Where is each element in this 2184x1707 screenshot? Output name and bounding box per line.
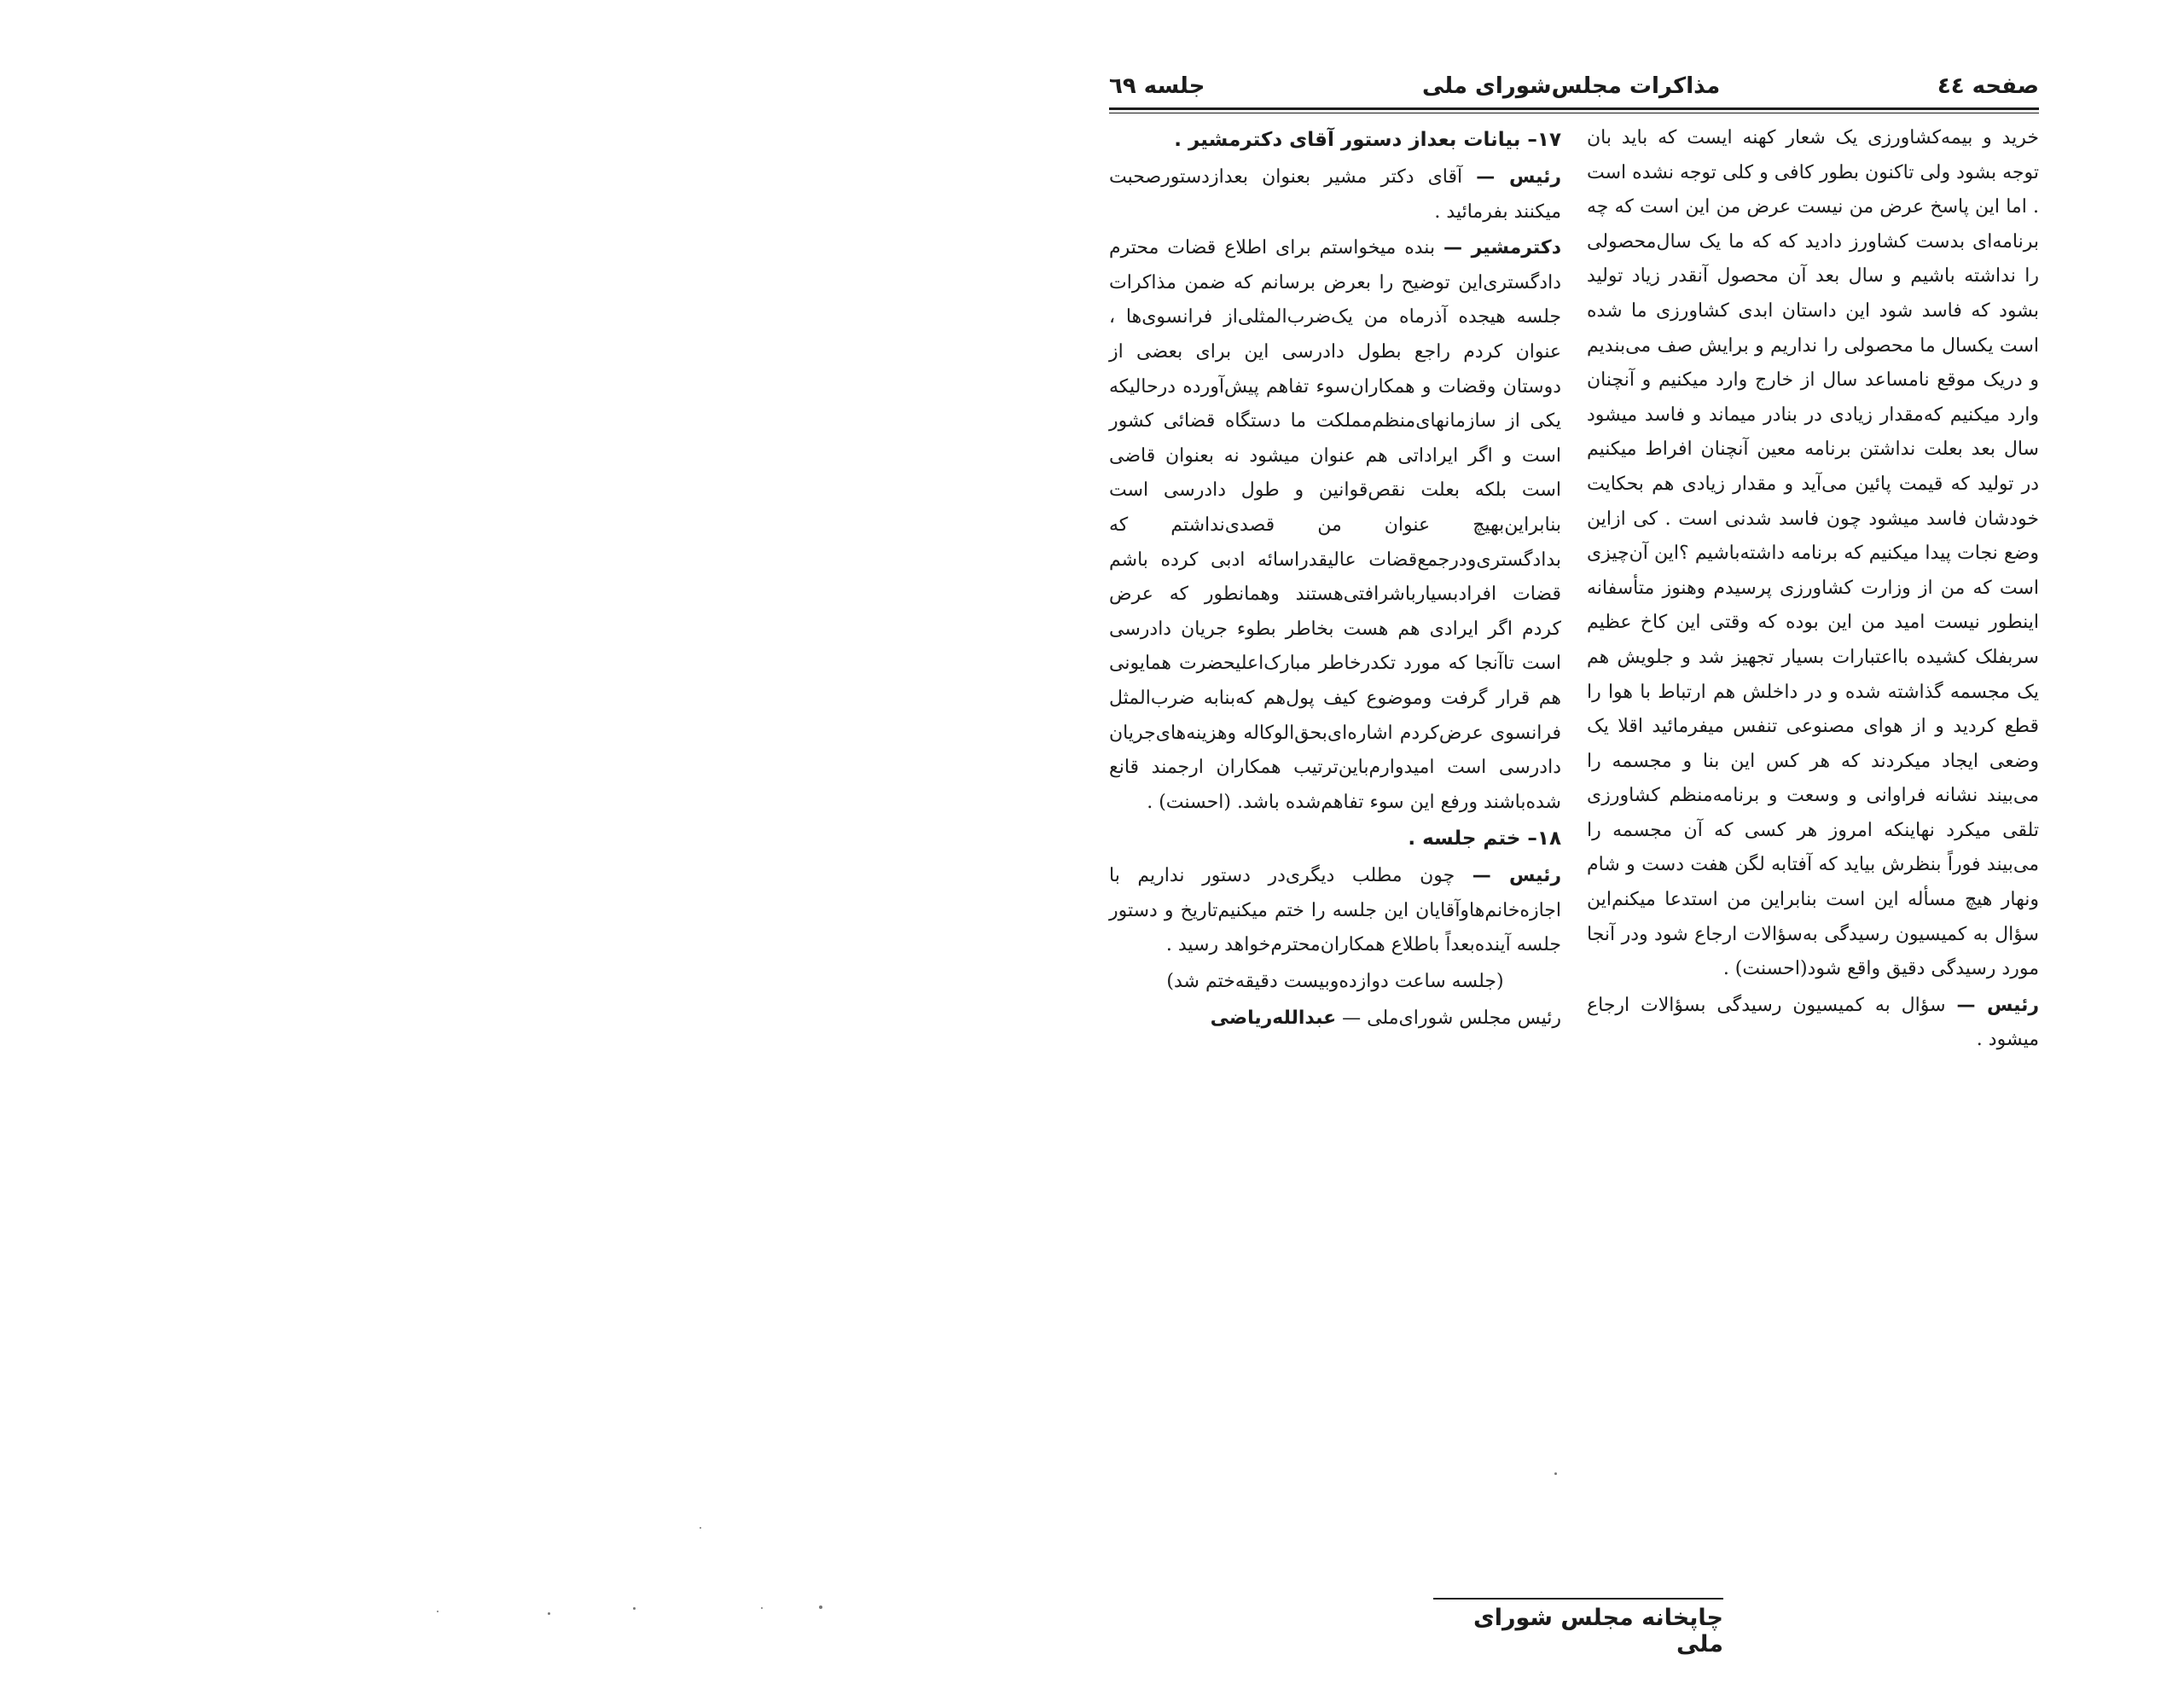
signature-line [1109,1002,1561,1036]
body-paragraph [1109,231,1561,820]
scan-speck [1554,1472,1557,1475]
document-page [1109,70,2039,1205]
speaker-label: رئیس — [1476,166,1561,188]
scan-speck [700,1527,701,1529]
publication-title: مذاکرات مجلس‌شورای ملی [1421,73,1721,99]
scan-speck [437,1611,439,1612]
scan-speck [761,1607,763,1609]
signature-title: رئیس مجلس شورای‌ملی — [1342,1007,1561,1029]
section-heading: ۱۸– ختم جلسه . [1408,827,1561,851]
left-column [1109,121,1561,1037]
speech-text: سؤال به کمیسیون رسیدگی بسؤالات ارجاع میشود . [1587,994,2039,1051]
printer-imprint: چاپخانه مجلس شورای ملی [1433,1598,1723,1658]
speech-text: چون مطلب دیگری‌در دستور نداریم با اجازه‌خانم‌هاوآقایان این جلسه را ختم میکنیم‌تاریخ و دستور جلسه آینده‌بعداً باطلاع همکاران‌محترم‌خواهد رسید . [1109,865,1561,956]
page-header [1109,70,2039,102]
speech-text: آقای دکتر مشیر بعنوان بعدازدستورصحبت میکنند بفرمائید . [1109,166,1561,223]
section-heading: ۱۷– بیانات بعداز دستور آقای دکترمشیر . [1174,129,1561,151]
header-rule [1109,107,2039,110]
scan-speck [633,1607,636,1610]
speaker-label: رئیس — [1956,994,2039,1016]
body-paragraph [1109,160,1561,229]
closing-note: (جلسه ساعت دوازده‌وبیست دقیقه‌ختم شد) [1166,971,1504,993]
signature-name: عبدالله‌ریاضی [1210,1007,1337,1029]
body-paragraph: خرید و بیمه‌کشاورزی یک شعار کهنه ایست که باید بان توجه بشود ولی تاکنون بطور کافی و کلی توجه نشده است . اما این پاسخ عرض من نیست عرض من این است که چه برنامه‌ای بدست کشاورز دادید که که ما یک سال‌محصولی را نداشته باشیم و سال بعد آن محصول آنقدر زیاد تولید بشود که فاسد شود این داستان ابدی کشاورزی ما شده است یکسال ما محصولی را نداریم و برایش صف می‌بندیم و دریک موقع نامساعد سال از خارج وارد میکنیم و آنچنان وارد میکنیم که‌مقدار زیادی در بنادر میماند و فاسد میشود سال بعد بعلت نداشتن برنامه معین آنچنان افراط میکنیم در تولید که قیمت پائین می‌آید و مقدار زیادی هم بحکایت خودشان فاسد میشود چون فاسد شدنی است . کی ازاین وضع نجات پیدا میکنیم که برنامه داشته‌باشیم ؟این آن‌چیزی است که من از وزارت کشاورزی پرسیدم وهنوز متأسفانه اینطور نیست امید من این بوده که وقتی این کاخ عظیم سربفلک کشیده بااعتبارات بسیار تجهیز شد و جلویش هم یک مجسمه گذاشته شده و در داخلش هم ارتباط با هوا را قطع کردید و از هوای مصنوعی تنفس میفرمائید اقلا یک وضعی ایجاد میکردند که هر کس این بنا و مجسمه را می‌بیند نشانه فراوانی و وسعت و برنامه‌منظم کشاورزی تلقی میکرد نهاینکه امروز هر کسی که آن مجسمه را می‌بیند فوراً بنظرش بیاید که آفتابه لگن هفت دست و شام ونهار هیچ مسأله این است بنابراین من استدعا میکنم‌این سؤال به کمیسیون رسیدگی به‌سؤالات ارجاع شود ودر آنجا مورد رسیدگی دقیق واقع شود(احسنت) . [1587,127,2039,980]
session-number: جلسه ٦٩ [1109,73,1205,99]
right-column [1587,121,2039,1060]
page-number: صفحه ٤٤ [1937,73,2039,99]
scan-speck [819,1605,822,1609]
speaker-label: دکترمشیر — [1443,237,1562,259]
speaker-label: رئیس — [1472,865,1561,887]
speech-text: بنده میخواستم برای اطلاع قضات محترم دادگستری‌این توضیح را بعرض برسانم که ضمن مذاکرات جلسه هیجده آذرماه من یک‌ضرب‌المثلی‌از فرانسوی‌ها ، عنوان کردم راجع بطول دادرسی این برای بعضی از دوستان وقضات و همکاران‌سوء تفاهم پیش‌آورده درحالیکه یکی از سازمانهای‌منظم‌مملکت ما دستگاه قضائی کشور است و اگر ایراداتی هم عنوان میشود نه بعنوان قاضی است بلکه بعلت نقص‌قوانین و طول دادرسی است بنابراین‌بهیچ عنوان من قصدی‌نداشتم که بدادگستری‌ودرجمع‌قضات عالیقدراسائه ادبی کرده باشم قضات افرادبسیارباشرافتی‌هستند وهمانطور که عرض کردم اگر ایرادی هم هست بخاطر بطوء جریان دادرسی است تاآنجا که مورد تکدرخاطر مبارک‌اعلیحضرت همایونی هم قرار گرفت وموضوع کیف پول‌هم که‌بنابه ضرب‌المثل فرانسوی عرض‌کردم اشاره‌ای‌بحق‌الوکاله وهزینه‌های‌جریان دادرسی است امیدوارم‌باین‌ترتیب همکاران ارجمند قانع شده‌باشند ورفع این سوء تفاهم‌شده باشد. (احسنت) . [1109,237,1561,813]
body-paragraph [1587,989,2039,1058]
scan-speck [548,1612,550,1615]
body-paragraph [1109,859,1561,963]
